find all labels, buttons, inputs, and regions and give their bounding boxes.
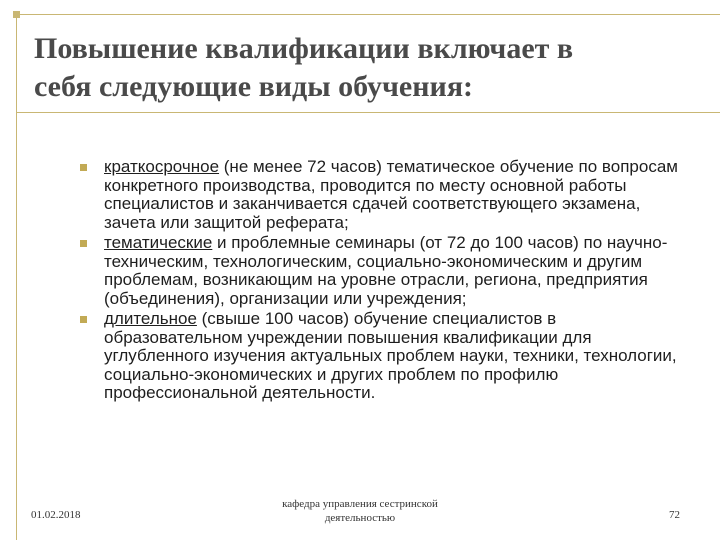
bullet-item-short-term	[80, 158, 680, 232]
slide-title-line-2: себя следующие виды обучения:	[34, 70, 474, 103]
footer-department	[260, 497, 460, 525]
frame-top-line	[16, 14, 720, 15]
page-number: 72	[669, 509, 680, 521]
slide-title	[34, 30, 674, 106]
slide-frame-left	[16, 16, 17, 540]
square-bullet-icon	[80, 316, 87, 323]
bullet-term: краткосрочное	[104, 157, 220, 176]
bullet-text: (не менее 72 часов) тематическое обучение по вопросам конкретного производства, проводится по месту основной работы специалистов и заканчивается сдачей соответствующего экзамена, зачета или защитой реферата;	[104, 157, 678, 232]
bullet-item-thematic	[80, 234, 680, 308]
bullet-term: тематические	[104, 233, 213, 252]
slide-title-line-1: Повышение квалификации включает в	[34, 32, 574, 65]
footer-department-line-1: кафедра управления сестринской	[282, 498, 438, 510]
square-bullet-icon	[80, 240, 87, 247]
footer-department-line-2: деятельностью	[324, 512, 396, 524]
slide-frame-top	[0, 0, 720, 16]
bullet-text: (свыше 100 часов) обучение специалистов в образовательном учреждении повышения квалификации для углубленного изучения актуальных проблем науки, техники, технологии, социально-экономических и других проблем по профилю профессиональной деятельности.	[104, 309, 677, 402]
bullet-item-long-term	[80, 310, 680, 403]
bullet-term: длительное	[104, 309, 197, 328]
square-bullet-icon	[80, 164, 87, 171]
title-divider	[16, 112, 720, 113]
bullet-text: и проблемные семинары (от 72 до 100 часов) по научно-техническим, технологическим, социально-экономическим и другим проблемам, возникающим на уровне отрасли, региона, предприятия (объединения), организации или учреждения;	[104, 233, 668, 308]
bullet-list	[80, 158, 680, 405]
footer-date: 01.02.2018	[31, 509, 81, 521]
